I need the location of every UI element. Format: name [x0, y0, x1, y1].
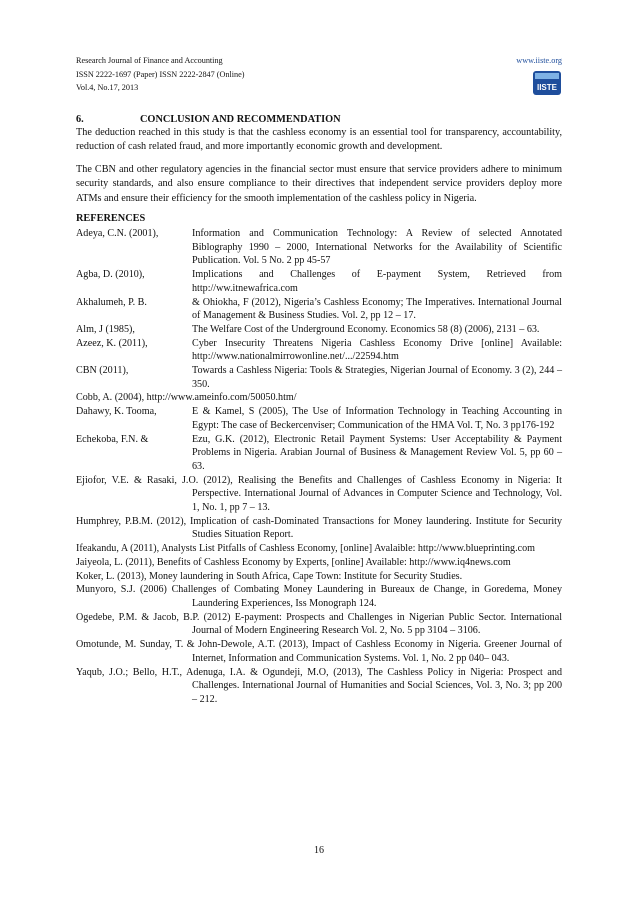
- website-link[interactable]: www.iiste.org: [516, 56, 562, 65]
- reference-author: Akhalumeh, P. B.: [76, 296, 147, 308]
- references-heading: REFERENCES: [76, 213, 146, 224]
- reference-entry: [76, 364, 562, 391]
- references-list: [76, 227, 562, 707]
- reference-entry: [76, 405, 562, 432]
- reference-author: Alm, J (1985),: [76, 323, 135, 335]
- reference-text: Towards a Cashless Nigeria: Tools & Strategies, Nigerian Journal of Economy. 3 (2), 244 – 350.: [192, 365, 562, 390]
- iiste-logo: [532, 69, 562, 97]
- volume-line: Vol.4, No.17, 2013: [76, 83, 139, 92]
- reference-entry: Yaqub, J.O.; Bello, H.T., Adenuga, I.A. & Ogundeji, M.O, (2013), The Cashless Policy in Nigeria: Prospect and Challenges. International Journal of Humanities and Social Sciences, Vol. 3, No. 3; pp 200 – 212.: [76, 666, 562, 705]
- reference-text: Implications and Challenges of E-payment System, Retrieved from http://ww.itnewafrica.com: [192, 269, 562, 294]
- reference-entry: [76, 433, 562, 474]
- page-number: 16: [314, 845, 324, 856]
- reference-entry: [76, 323, 562, 337]
- logo-text: IISTE: [536, 83, 558, 92]
- reference-author: Adeya, C.N. (2001),: [76, 228, 159, 239]
- reference-entry: Koker, L. (2013), Money laundering in South Africa, Cape Town: Institute for Security Studies.: [76, 570, 463, 582]
- recommendation-paragraph: The CBN and other regulatory agencies in the financial sector must ensure that service providers adhere to minimum security standards, and also ensure compliance to their directives that independent service providers deploy more ATMs and ensure their efficiency for the smooth implementation of the cashless policy in Nigeria.: [76, 164, 562, 204]
- page-header: [76, 54, 562, 95]
- reference-text: Cyber Insecurity Threatens Nigeria Cashless Economy Drive [online] Available: http://www.nationalmirrowonline.net/.../22594.htm: [192, 337, 562, 363]
- reference-entry: Ogedebe, P.M. & Jacob, B.P. (2012) E-payment: Prospects and Challenges in Nigerian Public Sector. International Journal of Modern Engineering Research Vol. 2, No. 5 pp 3104 – 3106.: [76, 611, 562, 637]
- reference-author: Azeez, K. (2011),: [76, 337, 148, 349]
- reference-entry: [76, 296, 562, 323]
- journal-name: Research Journal of Finance and Accounting: [76, 56, 223, 65]
- reference-entry: Munyoro, S.J. (2006) Challenges of Combating Money Laundering in Bureaux de Change, in Goredema, Money Laundering Experiences, Iss Monograph 124.: [76, 584, 562, 609]
- reference-text: E & Kamel, S (2005), The Use of Information Technology in Teaching Accounting in Egypt: The case of Beckercenviser; Communication of the HMA Vol. T, No. 3 pp176-192: [192, 406, 562, 431]
- document-page: [76, 0, 562, 903]
- reference-entry: Ifeakandu, A (2011), Analysts List Pitfalls of Cashless Economy, [online] Avalaible: http://www.blueprinting.com: [76, 543, 536, 555]
- section-title: CONCLUSION AND RECOMMENDATION: [140, 114, 341, 125]
- reference-entry: [76, 227, 562, 268]
- reference-text: Information and Communication Technology: A Review of selected Annotated Biblography 1990 – 2000, International Networks for the Availability of Scientific Publication. Vol. 5 No. 2 pp 45-57: [192, 228, 562, 267]
- reference-author: Echekoba, F.N. &: [76, 433, 149, 445]
- reference-entry: Omotunde, M. Sunday, T. & John-Dewole, A.T. (2013), Impact of Cashless Economy in Nigeria. Greener Journal of Internet, Information and Communication Systems. Vol. 1, No. 2 pp 040– 043.: [76, 639, 562, 664]
- reference-text: Ezu, G.K. (2012), Electronic Retail Payment Systems: User Acceptability & Payment Problems in Nigeria. Arabian Journal of Business & Management Review Vol. 5, pp 60 – 63.: [192, 433, 562, 472]
- reference-text: The Welfare Cost of the Underground Economy. Economics 58 (8) (2006), 2131 – 63.: [192, 323, 540, 335]
- issn-line: ISSN 2222-1697 (Paper) ISSN 2222-2847 (Online): [76, 69, 245, 79]
- reference-entry: [76, 268, 562, 295]
- conclusion-paragraph: The deduction reached in this study is that the cashless economy is an essential tool for transparency, accountability, reduction of cash related fraud, and more importantly economic growth and development.: [76, 127, 562, 153]
- reference-entry: Humphrey, P.B.M. (2012), Implication of cash-Dominated Transactions for Money laundering. Institute for Security Studies Situation Report.: [76, 515, 562, 541]
- section-heading: [76, 114, 341, 125]
- reference-entry: Ejiofor, V.E. & Rasaki, J.O. (2012), Realising the Benefits and Challenges of Cashless Economy in Nigeria: It Perspective. International Journal of Advances in Computer Science and Technology, Vol. 1, No. 1, pp 7 – 13.: [76, 474, 562, 514]
- reference-author: Dahawy, K. Tooma,: [76, 406, 157, 418]
- reference-text: & Ohiokha, F (2012), Nigeria’s Cashless Economy; The Imperatives. International Journal of Management & Business Studies. Vol. 2, pp 12 – 17.: [192, 296, 562, 322]
- reference-entry: Cobb, A. (2004), http://www.ameinfo.com/50050.htm/: [76, 392, 297, 404]
- reference-author: CBN (2011),: [76, 365, 129, 377]
- reference-entry: [76, 337, 562, 364]
- reference-author: Agba, D. (2010),: [76, 269, 145, 281]
- section-number: 6.: [76, 114, 84, 125]
- reference-entry: Jaiyeola, L. (2011), Benefits of Cashless Economy by Experts, [online] Available: http://www.iq4news.com: [76, 556, 511, 568]
